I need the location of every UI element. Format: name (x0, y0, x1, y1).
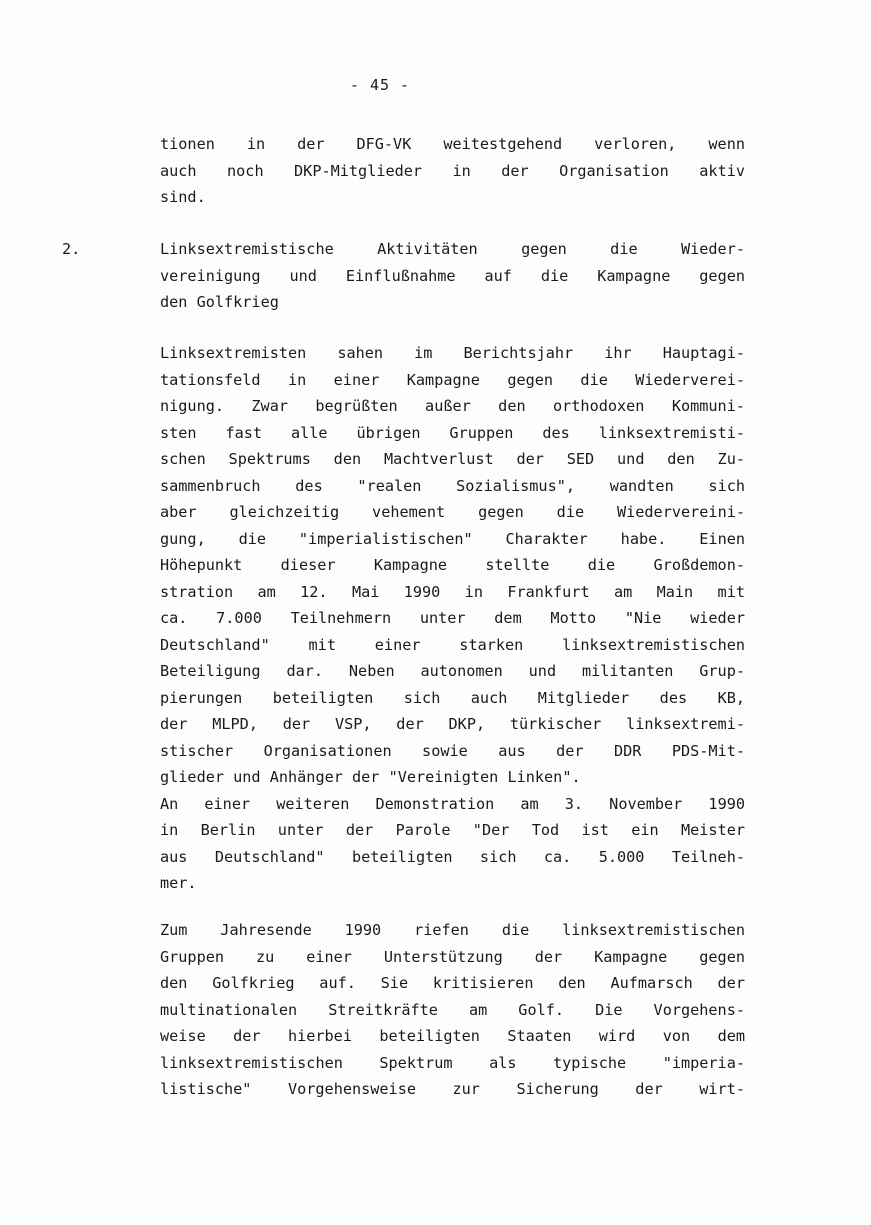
text-line: schen Spektrums den Machtverlust der SED und den Zu- (160, 450, 745, 468)
text-line: stischer Organisationen sowie aus der DDR PDS-Mit- (160, 741, 745, 760)
text-line: ca. 7.000 Teilnehmern unter dem Motto "Nie wieder (160, 609, 745, 627)
heading-line: vereinigung und Einflußnahme auf die Kampagne gegen (160, 266, 745, 285)
text-line: in Berlin unter der Parole "Der Tod ist ein Meister (160, 821, 745, 839)
text-line: sind. (160, 188, 206, 206)
text-line: sten fast alle übrigen Gruppen des linksextremisti- (160, 423, 745, 442)
text-line: Beteiligung dar. Neben autonomen und militanten Grup- (160, 662, 745, 680)
text-line: pierungen beteiligten sich auch Mitglieder des KB, (160, 688, 745, 707)
body-paragraph-2 (160, 917, 745, 1103)
text-line: weise der hierbei beteiligten Staaten wird von dem (160, 1027, 745, 1045)
text-line: listische" Vorgehensweise zur Sicherung der wirt- (160, 1080, 745, 1098)
text-line: sammenbruch des "realen Sozialismus", wandten sich (160, 476, 745, 495)
text-line: aus Deutschland" beteiligten sich ca. 5.000 Teilneh- (160, 847, 745, 866)
text-line: tationsfeld in einer Kampagne gegen die Wiederverei- (160, 370, 745, 389)
page-number: - 45 - (349, 76, 411, 94)
text-line: multinationalen Streitkräfte am Golf. Die Vorgehens- (160, 1000, 745, 1019)
text-line: Linksextremisten sahen im Berichtsjahr ihr Hauptagi- (160, 344, 745, 362)
text-line: aber gleichzeitig vehement gegen die Wiedervereini- (160, 503, 745, 521)
text-line: linksextremistischen Spektrum als typische "imperia- (160, 1053, 745, 1072)
text-line: An einer weiteren Demonstration am 3. November 1990 (160, 794, 745, 813)
text-line: nigung. Zwar begrüßten außer den orthodoxen Kommuni- (160, 397, 745, 415)
intro-paragraph (160, 131, 745, 211)
text-line: Zum Jahresende 1990 riefen die linksextremistischen (160, 921, 745, 939)
heading-line: Linksextremistische Aktivitäten gegen die Wieder- (160, 240, 745, 258)
heading-line: den Golfkrieg (160, 293, 279, 311)
text-line: den Golfkrieg auf. Sie kritisieren den Aufmarsch der (160, 974, 745, 992)
section-heading (160, 236, 745, 316)
section-number: 2. (62, 240, 81, 258)
body-paragraph-1 (160, 340, 745, 897)
text-line: glieder und Anhänger der "Vereinigten Linken". (160, 768, 581, 786)
text-line: der MLPD, der VSP, der DKP, türkischer linksextremi- (160, 715, 745, 733)
text-line: Deutschland" mit einer starken linksextremistischen (160, 635, 745, 654)
text-line: mer. (160, 874, 197, 892)
text-line: gung, die "imperialistischen" Charakter habe. Einen (160, 529, 745, 548)
text-line: tionen in der DFG-VK weitestgehend verloren, wenn (160, 135, 745, 153)
text-line: auch noch DKP-Mitglieder in der Organisation aktiv (160, 161, 745, 180)
text-line: stration am 12. Mai 1990 in Frankfurt am Main mit (160, 582, 745, 601)
text-line: Gruppen zu einer Unterstützung der Kampagne gegen (160, 947, 745, 966)
text-line: Höhepunkt dieser Kampagne stellte die Großdemon- (160, 556, 745, 574)
